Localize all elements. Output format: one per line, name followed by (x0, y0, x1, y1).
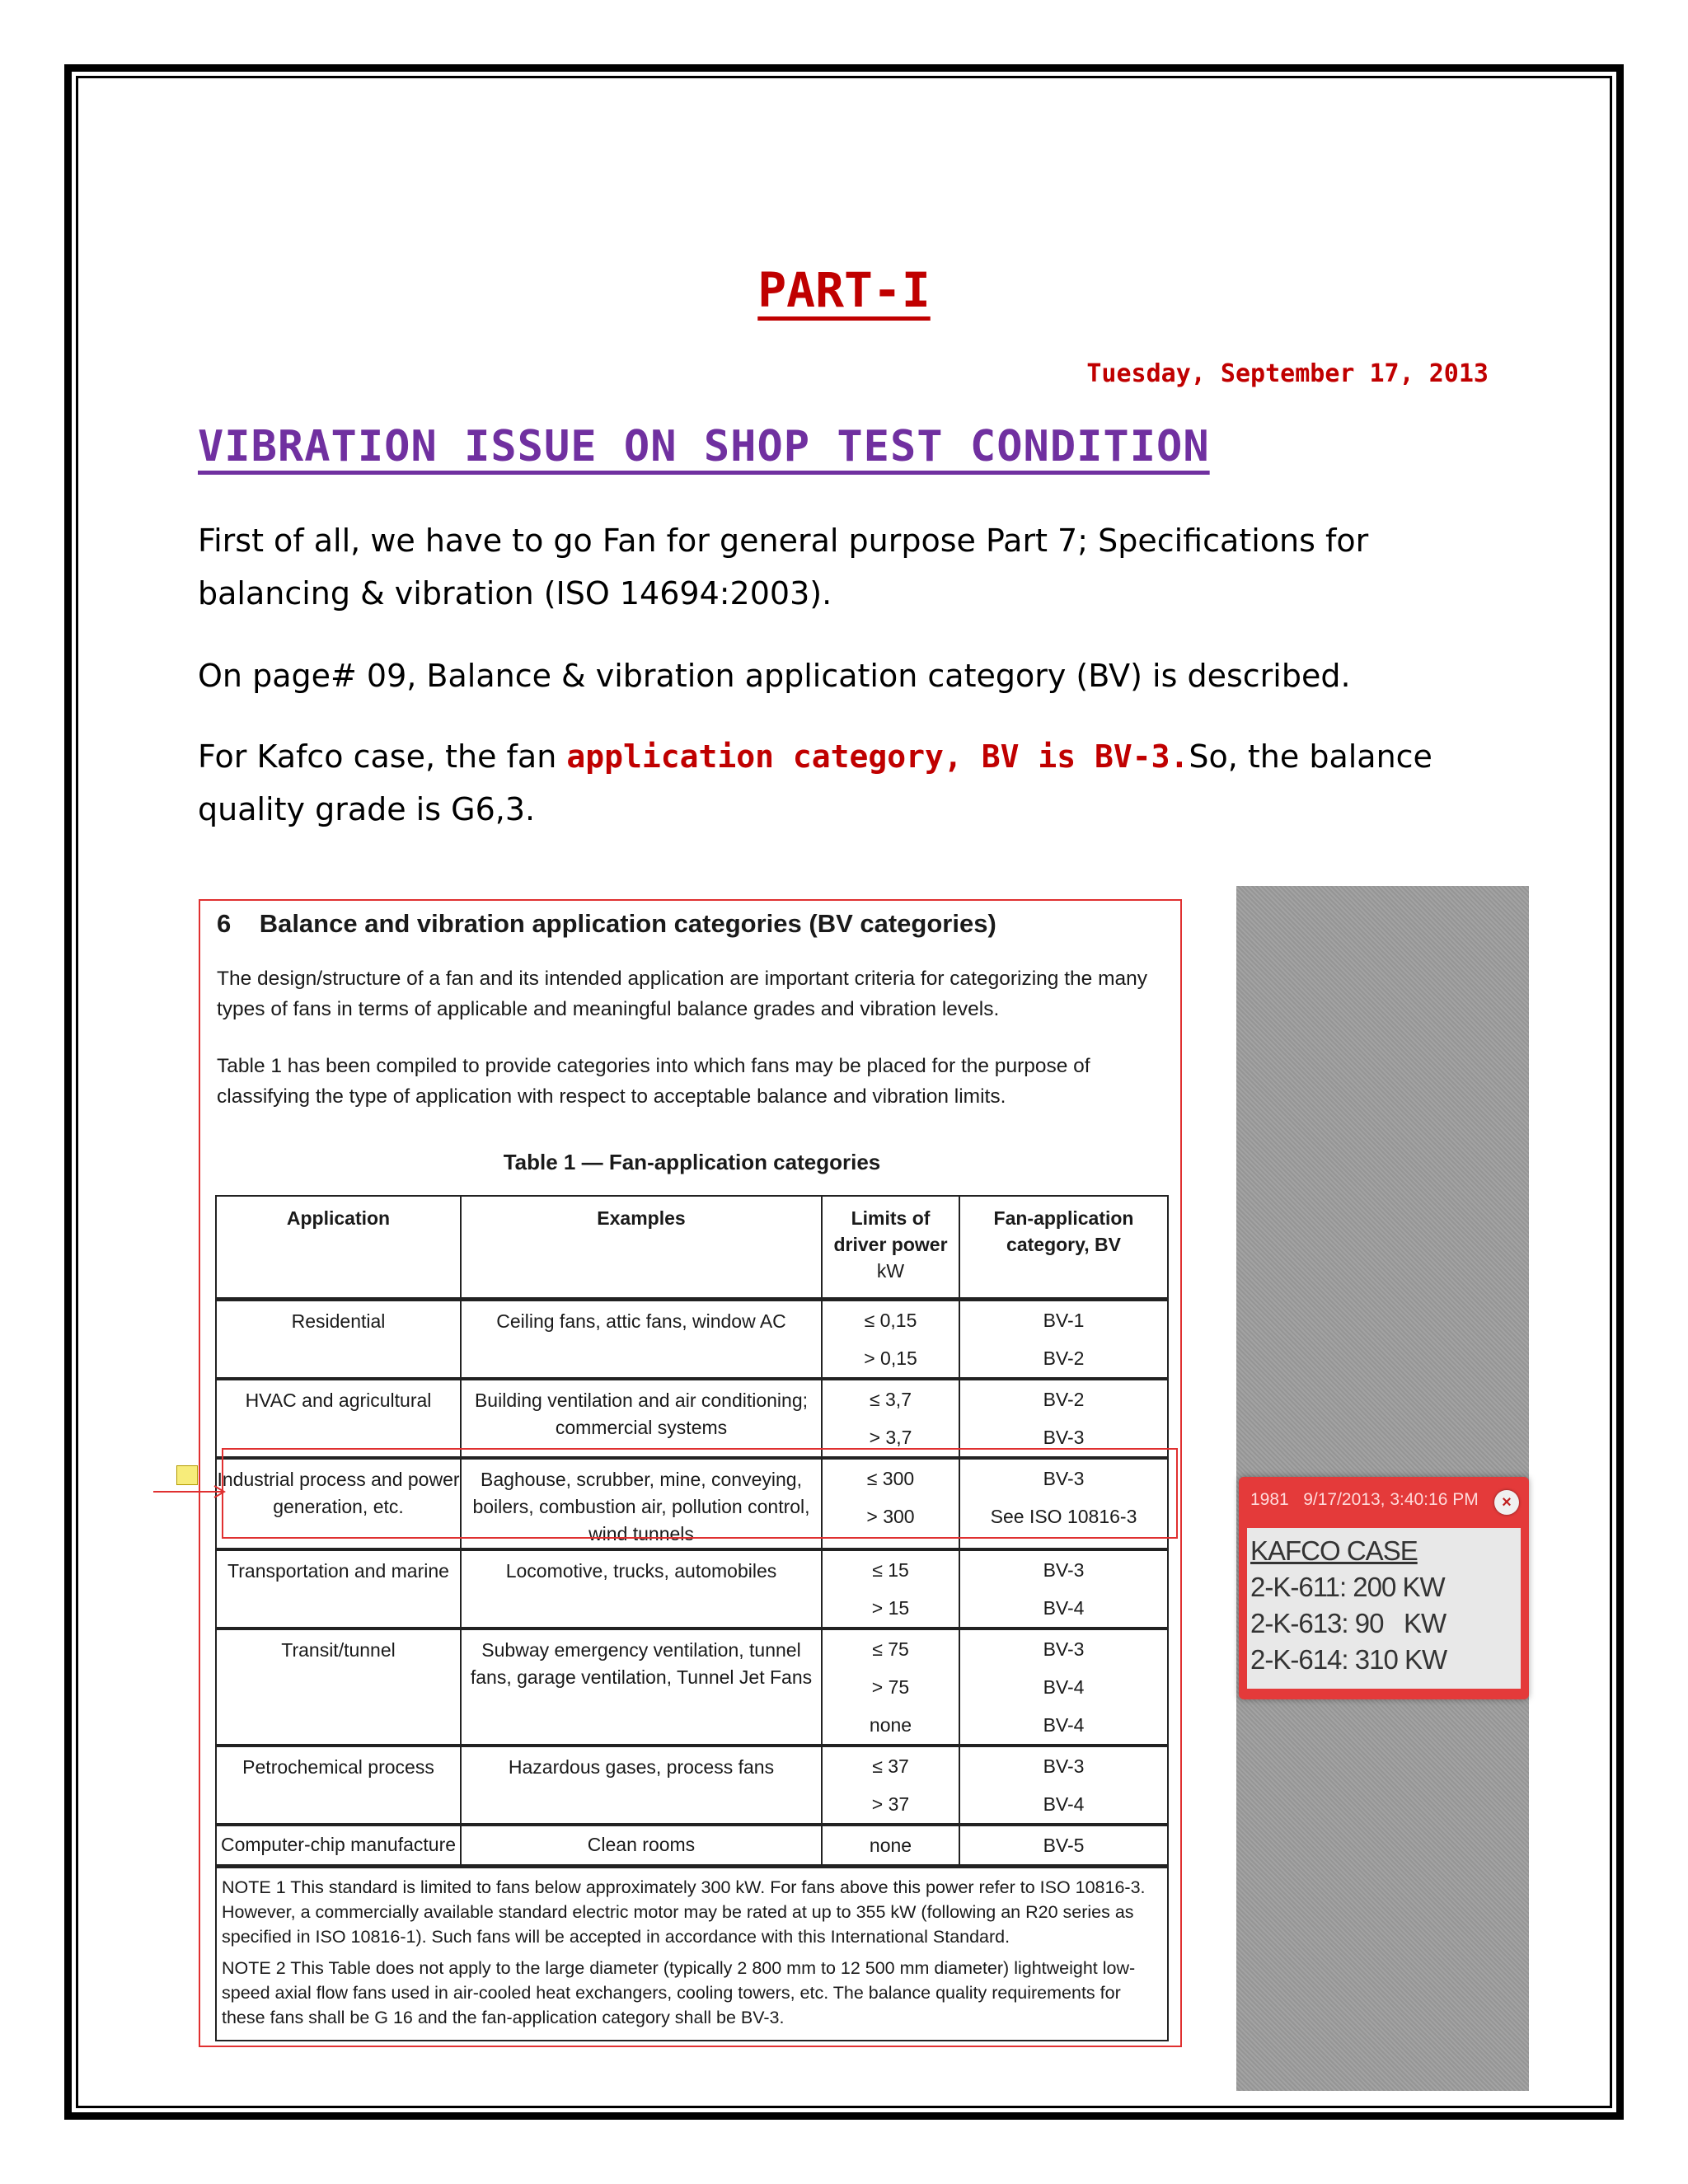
table-row: Petrochemical process Hazardous gases, process fans ≤ 37 > 37 BV-3 BV-4 (216, 1746, 1168, 1825)
part-title: PART-I (757, 262, 931, 318)
popup-line: 2-K-611: 200 KW (1250, 1572, 1445, 1602)
popup-header: 1981 9/17/2013, 3:40:16 PM (1250, 1490, 1479, 1509)
highlight-rectangle (222, 1448, 1178, 1539)
popup-line: 2-K-614: 310 KW (1250, 1644, 1447, 1675)
highlighted-category: application category, BV is BV-3. (566, 738, 1189, 775)
section-heading: VIBRATION ISSUE ON SHOP TEST CONDITION (198, 422, 1210, 471)
table-notes-row (216, 1867, 1168, 2041)
close-icon[interactable]: × (1494, 1490, 1519, 1515)
table-row: Residential Ceiling fans, attic fans, window AC ≤ 0,15 > 0,15 BV-1 BV-2 (216, 1300, 1168, 1380)
excerpt-section-heading: 6 Balance and vibration application categories (BV categories) (217, 909, 996, 938)
comment-popup[interactable] (1239, 1477, 1529, 1699)
table-row: Computer-chip manufacture Clean rooms none BV-5 (216, 1825, 1168, 1867)
excerpt-paragraph: Table 1 has been compiled to provide categories into which fans may be placed for the purpose of classifying the type of application with respect to acceptable balance and vibration limits. (217, 1055, 1090, 1108)
popup-body[interactable] (1247, 1528, 1521, 1689)
arrow-icon (153, 1483, 227, 1500)
table-row: HVAC and agricultural Building ventilation and air conditioning; commercial systems ≤ 3,7 > 3,7 BV-2 BV-3 (216, 1379, 1168, 1458)
paragraph-page-reference: On page# 09, Balance & vibration application category (BV) is described. (198, 658, 1351, 694)
table-note-1: NOTE 1 This standard is limited to fans below approximately 300 kW. For fans above this power refer to ISO 10816-3. However, a commercially available standard electric motor may be rated at up to 355 kW (following an R20 series as specified in ISO 10816-1). Such fans will be accepted in accordance with this International Standard. (222, 1877, 1146, 1947)
header-limits: Limits of driver power kW (822, 1196, 959, 1300)
excerpt-paragraph: The design/structure of a fan and its intended application are important criteria for categorizing the many types of fans in terms of applicable and meaningful balance grades and vibration levels. (217, 968, 1147, 1020)
table-row-highlighted: Industrial process and power generation, etc. Baghouse, scrubber, mine, conveying, boilers, combustion air, pollution control, wind tunnels ≤ 300 > 300 BV-3 See ISO 10816-3 (216, 1458, 1168, 1549)
popup-title: KAFCO CASE (1250, 1535, 1418, 1566)
table-row: Transportation and marine Locomotive, trucks, automobiles ≤ 15 > 15 BV-3 BV-4 (216, 1549, 1168, 1629)
popup-line: 2-K-613: 90 KW (1250, 1608, 1447, 1638)
table-row: Transit/tunnel Subway emergency ventilation, tunnel fans, garage ventilation, Tunnel Jet Fans ≤ 75 > 75 none BV-3 BV-4 BV-4 (216, 1629, 1168, 1746)
document-date: Tuesday, September 17, 2013 (1086, 359, 1489, 388)
sticky-note-icon[interactable] (176, 1465, 198, 1485)
header-category: Fan-application category, BV (959, 1196, 1168, 1300)
paragraph-standard-reference: First of all, we have to go Fan for general purpose Part 7; Specifications for balancing & vibration (ISO 14694:2003). (198, 523, 1369, 612)
paragraph-text: So, the balance quality grade is G6,3. (198, 738, 1432, 827)
table-caption: Table 1 — Fan-application categories (503, 1150, 881, 1174)
table-note-2: NOTE 2 This Table does not apply to the large diameter (typically 2 800 mm to 12 500 mm diameter) lightweight low-speed axial flow fans used in air-cooled heat exchangers, cooling towers, etc. The balance quality requirements for these fans shall be G 16 and the fan-application category shall be BV-3. (222, 1958, 1136, 2027)
paragraph-text: For Kafco case, the fan (198, 738, 567, 775)
header-examples: Examples (461, 1196, 822, 1300)
fan-application-table (215, 1195, 1169, 2041)
header-application: Application (216, 1196, 461, 1300)
paragraph-kafco-case (198, 730, 1500, 836)
table-header-row (216, 1196, 1168, 1300)
